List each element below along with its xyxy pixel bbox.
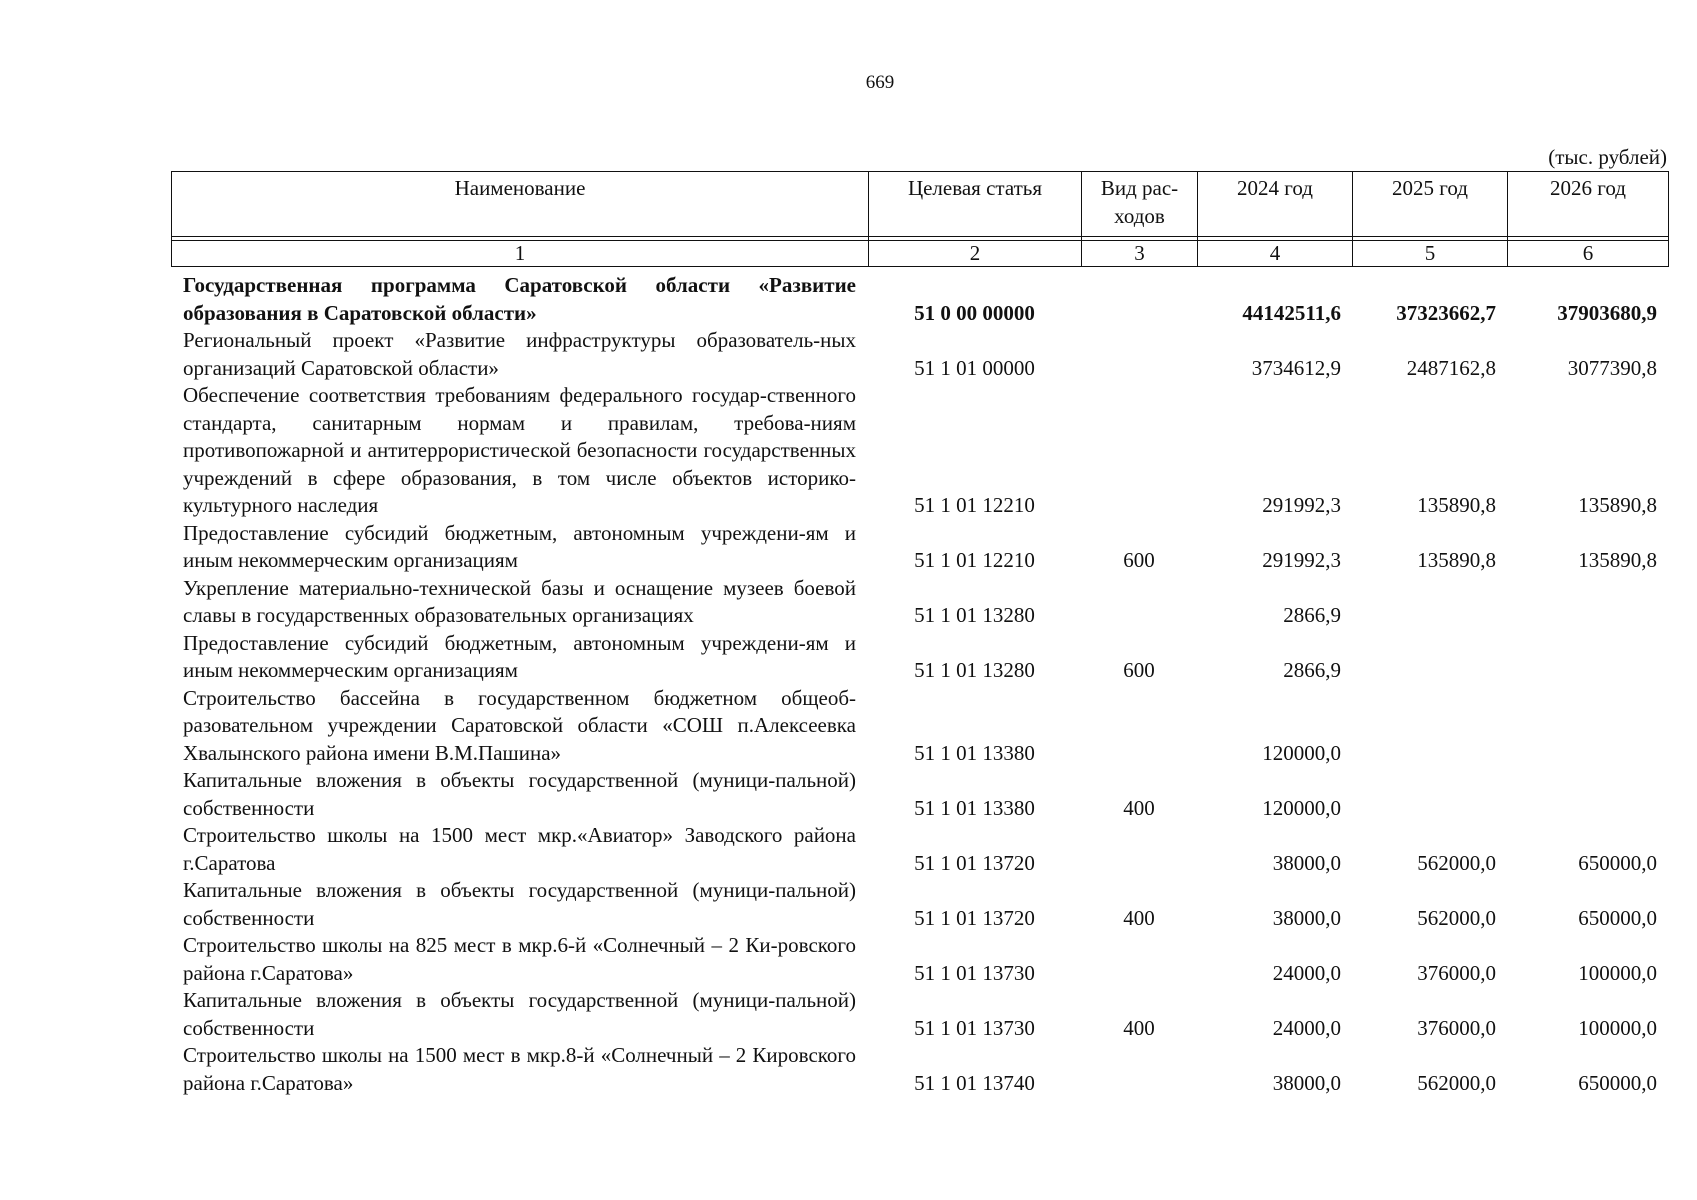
budget-table [171, 272, 1668, 1097]
row-value-2025: 562000,0 [1417, 905, 1496, 930]
row-target-article: 51 1 01 13730 [914, 1015, 1035, 1040]
row-target-article: 51 1 01 13720 [914, 850, 1035, 875]
row-name: Предоставление субсидий бюджетным, автономным учреждени-ям и иным некоммерческим организациям [183, 630, 856, 682]
row-value-2025 [1352, 685, 1507, 768]
row-target-article: 51 1 01 13720 [914, 905, 1035, 930]
table-header [171, 171, 1669, 267]
row-name: Строительство школы на 825 мест в мкр.6-й «Солнечный – 2 Ки-ровского района г.Саратова» [183, 933, 856, 985]
row-target-article: 51 1 01 00000 [914, 355, 1035, 380]
table-row [171, 767, 1668, 822]
table-row [171, 1042, 1668, 1097]
row-value-2026 [1507, 575, 1668, 630]
column-number: 5 [1353, 241, 1508, 267]
row-target-article: 51 0 00 00000 [914, 300, 1035, 325]
row-target-article: 51 1 01 13730 [914, 960, 1035, 985]
row-value-2026: 650000,0 [1578, 905, 1657, 930]
row-value-2025: 376000,0 [1417, 960, 1496, 985]
row-value-2026: 135890,8 [1578, 548, 1657, 572]
row-value-2024: 24000,0 [1272, 1015, 1341, 1040]
row-target-article: 51 1 01 12210 [914, 548, 1035, 572]
row-value-2024: 44142511,6 [1242, 300, 1341, 325]
row-value-2024: 38000,0 [1272, 850, 1341, 875]
column-number: 3 [1082, 241, 1198, 267]
row-value-2025: 37323662,7 [1396, 300, 1496, 325]
row-expense-type [1081, 575, 1197, 630]
table-row [171, 987, 1668, 1042]
row-value-2024: 3734612,9 [1251, 355, 1341, 380]
header-target-article: Целевая статья [869, 172, 1082, 237]
row-value-2025: 135890,8 [1417, 548, 1496, 572]
row-expense-type [1081, 1042, 1197, 1097]
row-value-2025: 562000,0 [1417, 1070, 1496, 1095]
row-expense-type: 400 [1123, 905, 1155, 930]
table-row [171, 575, 1668, 630]
row-value-2025 [1352, 630, 1507, 685]
row-name: Предоставление субсидий бюджетным, автономным учреждени-ям и иным некоммерческим организациям [183, 520, 856, 572]
row-name: Укрепление материально-технической базы и оснащение музеев боевой славы в государственных образовательных организациях [183, 575, 856, 627]
table-row [171, 630, 1668, 685]
row-value-2026 [1507, 685, 1668, 768]
column-number: 2 [869, 241, 1082, 267]
units-label: (тыс. рублей) [1548, 145, 1667, 169]
row-value-2024: 2866,9 [1283, 658, 1341, 682]
table-row [171, 877, 1668, 932]
row-target-article: 51 1 01 13380 [914, 795, 1035, 820]
row-target-article: 51 1 01 13740 [914, 1070, 1035, 1095]
row-value-2025 [1352, 575, 1507, 630]
row-value-2026: 3077390,8 [1567, 355, 1657, 380]
row-name: Региональный проект «Развитие инфраструктуры образователь-ных организаций Саратовской области» [183, 328, 856, 380]
table-row [171, 272, 1668, 327]
row-expense-type [1081, 685, 1197, 768]
row-expense-type [1081, 822, 1197, 877]
row-name: Строительство школы на 1500 мест мкр.«Авиатор» Заводского района г.Саратова [183, 823, 856, 875]
row-expense-type: 400 [1123, 795, 1155, 820]
row-name: Строительство школы на 1500 мест в мкр.8-й «Солнечный – 2 Кировского района г.Саратова» [183, 1043, 856, 1095]
row-name: Государственная программа Саратовской области «Развитие образования в Саратовской области» [183, 273, 856, 325]
row-value-2026: 100000,0 [1578, 1015, 1657, 1040]
row-value-2024: 38000,0 [1272, 1070, 1341, 1095]
row-value-2026: 650000,0 [1578, 1070, 1657, 1095]
table-row [171, 685, 1668, 768]
row-value-2025 [1352, 767, 1507, 822]
row-name: Капитальные вложения в объекты государственной (муници-пальной) собственности [183, 988, 856, 1040]
row-value-2026 [1507, 767, 1668, 822]
budget-rows [171, 272, 1668, 1097]
row-expense-type [1081, 327, 1197, 382]
row-name: Капитальные вложения в объекты государственной (муници-пальной) собственности [183, 878, 856, 930]
row-value-2024: 291992,3 [1262, 548, 1341, 572]
row-value-2026: 37903680,9 [1557, 300, 1657, 325]
row-value-2024: 291992,3 [1262, 493, 1341, 517]
row-value-2024: 120000,0 [1262, 795, 1341, 820]
row-value-2026 [1507, 630, 1668, 685]
row-name: Строительство бассейна в государственном бюджетном общеоб-разовательном учреждении Саратовской области «СОШ п.Алексеевка Хвалынского района имени В.М.Пашина» [183, 685, 856, 765]
table-row [171, 822, 1668, 877]
row-expense-type [1081, 932, 1197, 987]
table-row [171, 520, 1668, 575]
table-row [171, 327, 1668, 382]
row-name: Капитальные вложения в объекты государственной (муници-пальной) собственности [183, 768, 856, 820]
row-value-2025: 135890,8 [1417, 493, 1496, 517]
row-expense-type: 600 [1123, 658, 1155, 682]
row-value-2026: 100000,0 [1578, 960, 1657, 985]
table-row [171, 382, 1668, 520]
row-target-article: 51 1 01 13280 [914, 603, 1035, 627]
row-target-article: 51 1 01 12210 [914, 493, 1035, 517]
row-expense-type [1081, 272, 1197, 327]
row-value-2026: 650000,0 [1578, 850, 1657, 875]
row-value-2025: 2487162,8 [1406, 355, 1496, 380]
row-expense-type: 400 [1123, 1015, 1155, 1040]
row-target-article: 51 1 01 13380 [914, 740, 1035, 765]
row-value-2025: 562000,0 [1417, 850, 1496, 875]
header-2025: 2025 год [1353, 172, 1508, 237]
row-name: Обеспечение соответствия требованиям федерального государ-ственного стандарта, санитарным нормам и правилам, требова-ниям противопожарной и антитеррористической безопасности государственных учреждений в сфере образования, в том числе объектов историко-культурного наследия [183, 383, 856, 517]
row-value-2024: 2866,9 [1283, 603, 1341, 627]
row-value-2026: 135890,8 [1578, 493, 1657, 517]
header-name: Наименование [172, 172, 869, 237]
page-number: 669 [865, 72, 895, 93]
row-expense-type [1081, 382, 1197, 520]
header-2026: 2026 год [1508, 172, 1669, 237]
row-value-2024: 38000,0 [1272, 905, 1341, 930]
row-value-2025: 376000,0 [1417, 1015, 1496, 1040]
column-number: 1 [172, 241, 869, 267]
header-expense-type: Вид рас-ходов [1082, 172, 1198, 237]
header-2024: 2024 год [1198, 172, 1353, 237]
row-value-2024: 120000,0 [1262, 740, 1341, 765]
row-target-article: 51 1 01 13280 [914, 658, 1035, 682]
row-expense-type: 600 [1123, 548, 1155, 572]
table-row [171, 932, 1668, 987]
row-value-2024: 24000,0 [1272, 960, 1341, 985]
column-number: 6 [1508, 241, 1669, 267]
column-number: 4 [1198, 241, 1353, 267]
